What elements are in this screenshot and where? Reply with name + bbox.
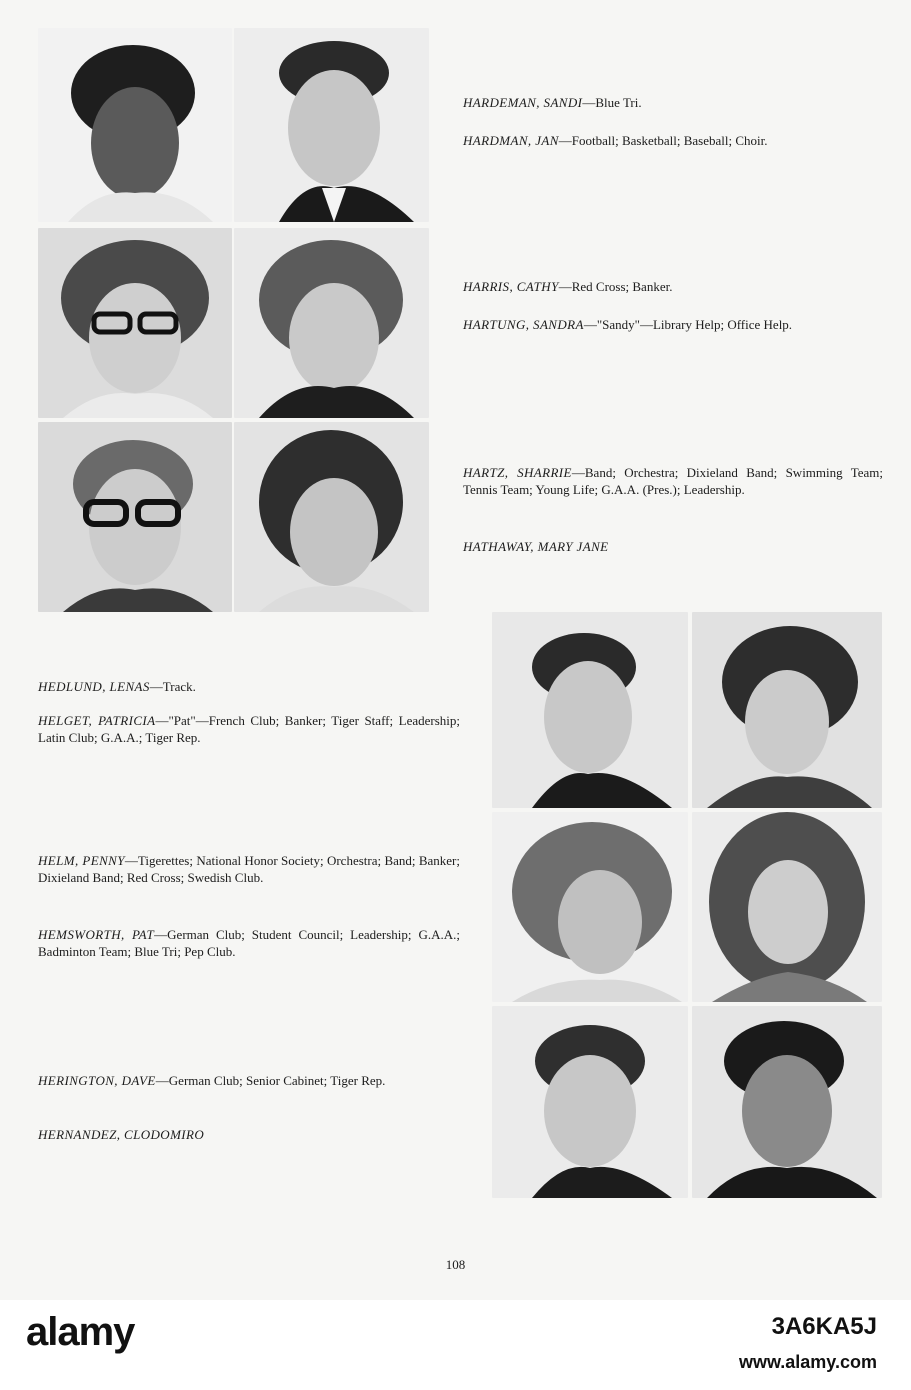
student-activities: —German Club; Student Council; Leadership; G.A.A.; Badminton Team; Blue Tri; Pep Club. — [38, 927, 460, 959]
portrait-photo-hemsworth — [692, 812, 882, 1002]
student-activities: —Track. — [149, 679, 196, 694]
portrait-photo-herington — [492, 1006, 688, 1198]
student-name: HATHAWAY, MARY JANE — [463, 539, 609, 554]
entry-hernandez — [38, 1126, 460, 1143]
watermark-image-id: 3A6KA5J — [771, 1313, 877, 1340]
entry-hardeman — [463, 94, 883, 111]
student-name: HARRIS, CATHY — [463, 279, 559, 294]
student-name: HELGET, PATRICIA — [38, 713, 156, 728]
page-number: 108 — [445, 1257, 466, 1272]
portrait-photo-helm — [492, 812, 688, 1002]
student-name: HEDLUND, LENAS — [38, 679, 150, 694]
portrait-photo-hernandez — [692, 1006, 882, 1198]
student-activities: —Blue Tri. — [582, 95, 642, 110]
portrait-photo-hartz — [38, 422, 232, 612]
entry-hedlund — [38, 678, 460, 695]
student-name: HARTUNG, SANDRA — [463, 317, 584, 332]
student-activities: —Red Cross; Banker. — [558, 279, 673, 294]
entry-hartung — [463, 316, 883, 333]
entry-hathaway — [463, 538, 883, 555]
entry-hardman — [463, 132, 883, 149]
student-activities: —"Pat"—French Club; Banker; Tiger Staff; Leadership; Latin Club; G.A.A.; Tiger Rep. — [38, 713, 460, 745]
student-activities: —German Club; Senior Cabinet; Tiger Rep. — [155, 1073, 386, 1088]
portrait-photo-hathaway — [234, 422, 429, 612]
portrait-photo-harris — [38, 228, 232, 418]
entry-hemsworth — [38, 926, 460, 960]
student-name: HEMSWORTH, PAT — [38, 927, 155, 942]
watermark-logo: alamy — [26, 1310, 135, 1354]
entry-herington — [38, 1072, 460, 1089]
entry-helget — [38, 712, 460, 746]
student-name: HARTZ, SHARRIE — [463, 465, 572, 480]
student-name: HARDMAN, JAN — [463, 133, 559, 148]
entry-helm — [38, 852, 460, 886]
entry-harris — [463, 278, 883, 295]
student-name: HERINGTON, DAVE — [38, 1073, 156, 1088]
student-name: HELM, PENNY — [38, 853, 125, 868]
student-activities: —Tigerettes; National Honor Society; Orchestra; Band; Banker; Dixieland Band; Red Cross; Swedish Club. — [38, 853, 460, 885]
watermark-url: www.alamy.com — [738, 1352, 877, 1372]
portrait-photo-hardeman — [38, 28, 232, 222]
student-name: HARDEMAN, SANDI — [463, 95, 583, 110]
portrait-photo-hartung — [234, 228, 429, 418]
student-name: HERNANDEZ, CLODOMIRO — [38, 1127, 205, 1142]
student-activities: —"Sandy"—Library Help; Office Help. — [583, 317, 793, 332]
portrait-photo-helget — [692, 612, 882, 808]
entry-hartz — [463, 464, 883, 498]
student-activities: —Football; Basketball; Baseball; Choir. — [558, 133, 768, 148]
portrait-photo-hardman — [234, 28, 429, 222]
portrait-photo-hedlund — [492, 612, 688, 808]
student-activities: —Band; Orchestra; Dixieland Band; Swimming Team; Tennis Team; Young Life; G.A.A. (Pres.); Leadership. — [463, 465, 884, 497]
